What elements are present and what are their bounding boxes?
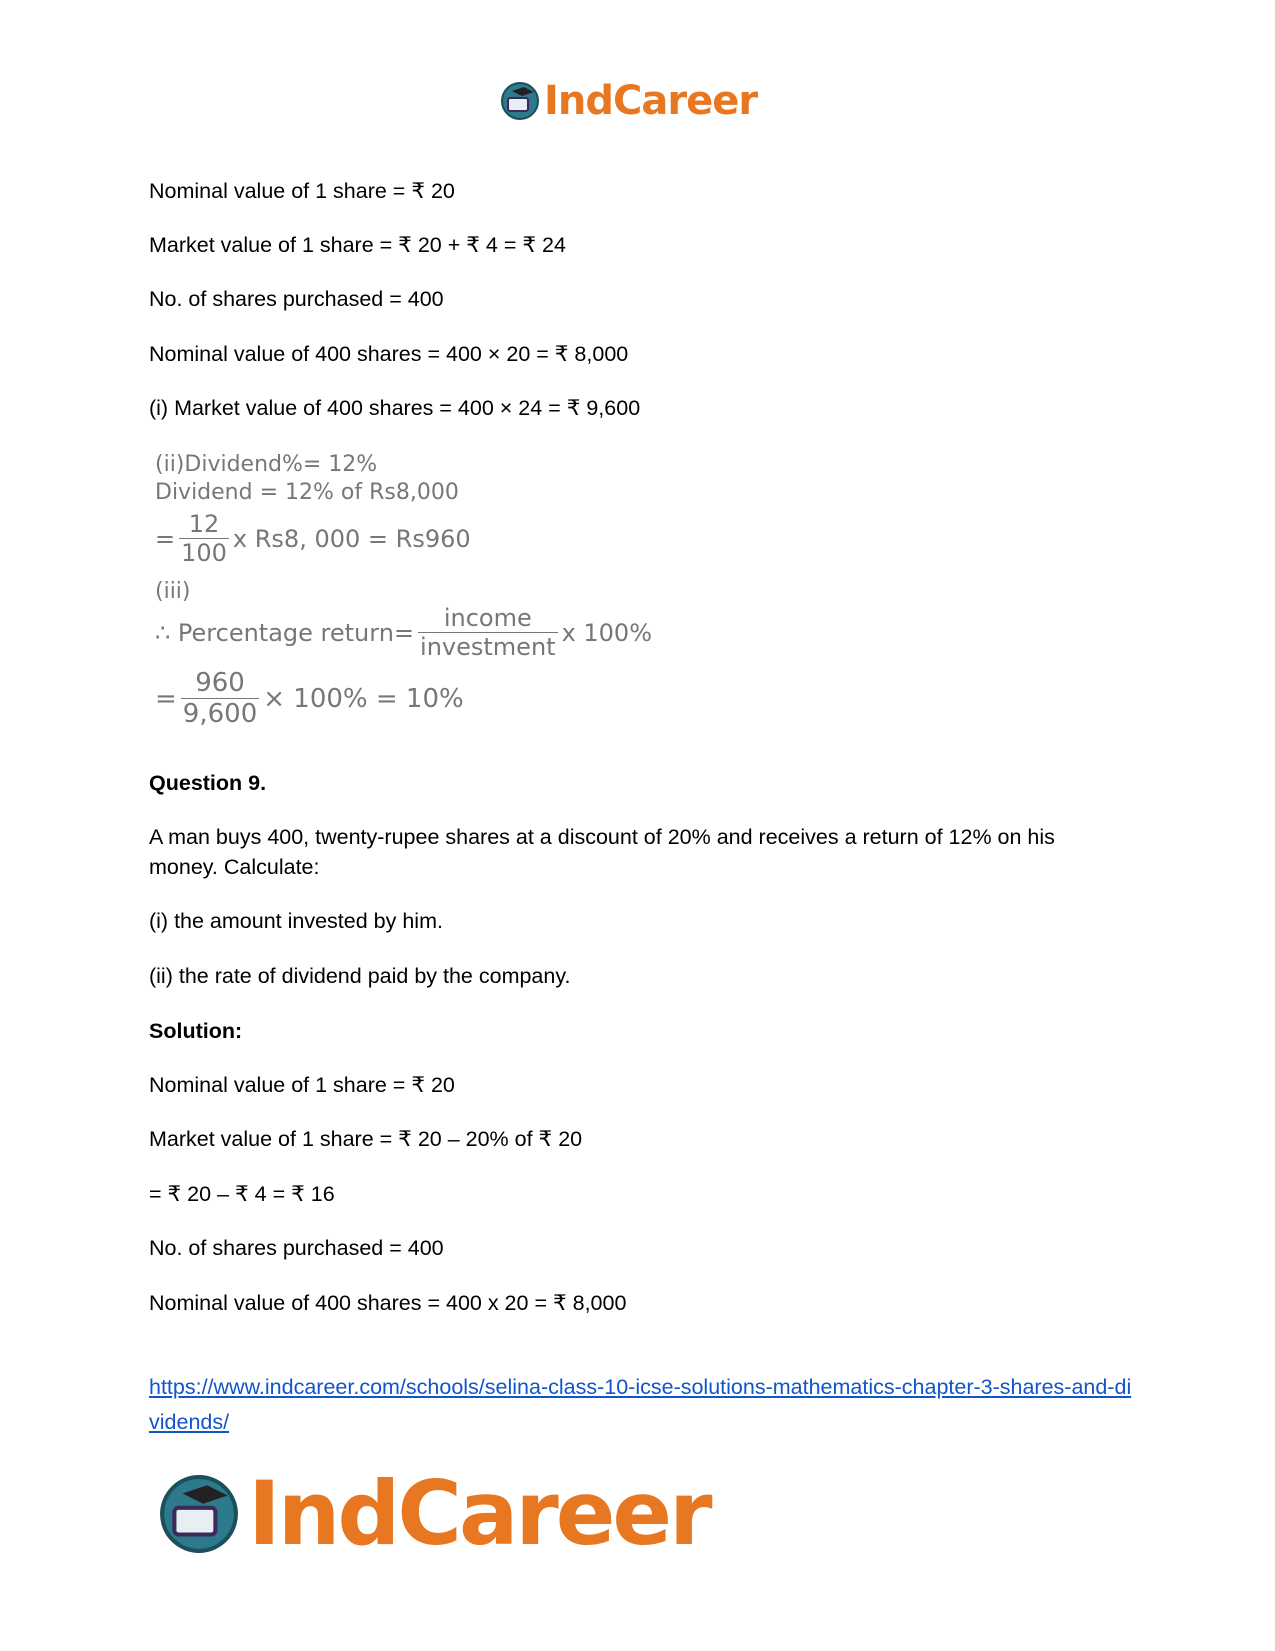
math-row: Dividend = 12% of Rs8,000: [155, 480, 459, 505]
logo-text: IndCareer: [544, 78, 758, 124]
question-heading: Question 9.: [149, 771, 267, 795]
text-line: (i) Market value of 400 shares = 400 × 24 = ₹ 9,600: [149, 396, 641, 420]
text-line: Nominal value of 1 share = ₹ 20: [149, 1073, 455, 1097]
solution-heading: Solution:: [149, 1019, 243, 1043]
fraction-numerator: income: [443, 604, 532, 632]
source-link[interactable]: https://www.indcareer.com/schools/selina-class-10-icse-solutions-mathematics-chapter-3-shares-and-dividends/: [149, 1375, 1132, 1434]
math-row: (iii): [155, 579, 191, 604]
math-text: × 100% = 10%: [263, 683, 464, 714]
logo-bottom: [158, 1462, 710, 1565]
text-line: Nominal value of 400 shares = 400 × 20 = ₹ 8,000: [149, 342, 629, 366]
math-row: [155, 668, 464, 729]
text-line: No. of shares purchased = 400: [149, 1236, 444, 1260]
math-text: =: [155, 683, 177, 714]
math-fraction: [418, 604, 558, 661]
indcareer-globe-icon: [158, 1473, 240, 1555]
fraction-denominator: 100: [181, 539, 227, 567]
text-line: Market value of 1 share = ₹ 20 – 20% of ₹ 20: [149, 1127, 583, 1151]
fraction-numerator: 960: [195, 668, 245, 698]
math-text: x 100%: [561, 618, 653, 647]
math-text: ∴ Percentage return=: [155, 618, 415, 647]
text-line: No. of shares purchased = 400: [149, 287, 444, 311]
indcareer-globe-icon: [500, 81, 540, 121]
fraction-denominator: 9,600: [182, 699, 258, 729]
text-line: Nominal value of 400 shares = 400 x 20 = ₹ 8,000: [149, 1291, 627, 1315]
text-line: Market value of 1 share = ₹ 20 + ₹ 4 = ₹ 24: [149, 233, 566, 257]
question-part: (ii) the rate of dividend paid by the company.: [149, 964, 571, 988]
math-fraction: [181, 668, 259, 729]
math-text: =: [155, 524, 176, 553]
math-text: x Rs8, 000 = Rs960: [232, 524, 471, 553]
math-row: (ii)Dividend%= 12%: [155, 452, 378, 477]
question-text: A man buys 400, twenty-rupee shares at a discount of 20% and receives a return of 12% on his money. Calculate:: [149, 825, 1055, 879]
fraction-numerator: 12: [188, 510, 220, 538]
logo-top: [500, 78, 757, 124]
text-line: = ₹ 20 – ₹ 4 = ₹ 16: [149, 1182, 335, 1206]
fraction-denominator: investment: [420, 633, 556, 661]
math-row: [155, 604, 652, 661]
math-fraction: [179, 510, 229, 567]
text-line: Nominal value of 1 share = ₹ 20: [149, 179, 455, 203]
math-row: [155, 510, 471, 567]
logo-text: IndCareer: [248, 1462, 710, 1565]
question-part: (i) the amount invested by him.: [149, 909, 443, 933]
